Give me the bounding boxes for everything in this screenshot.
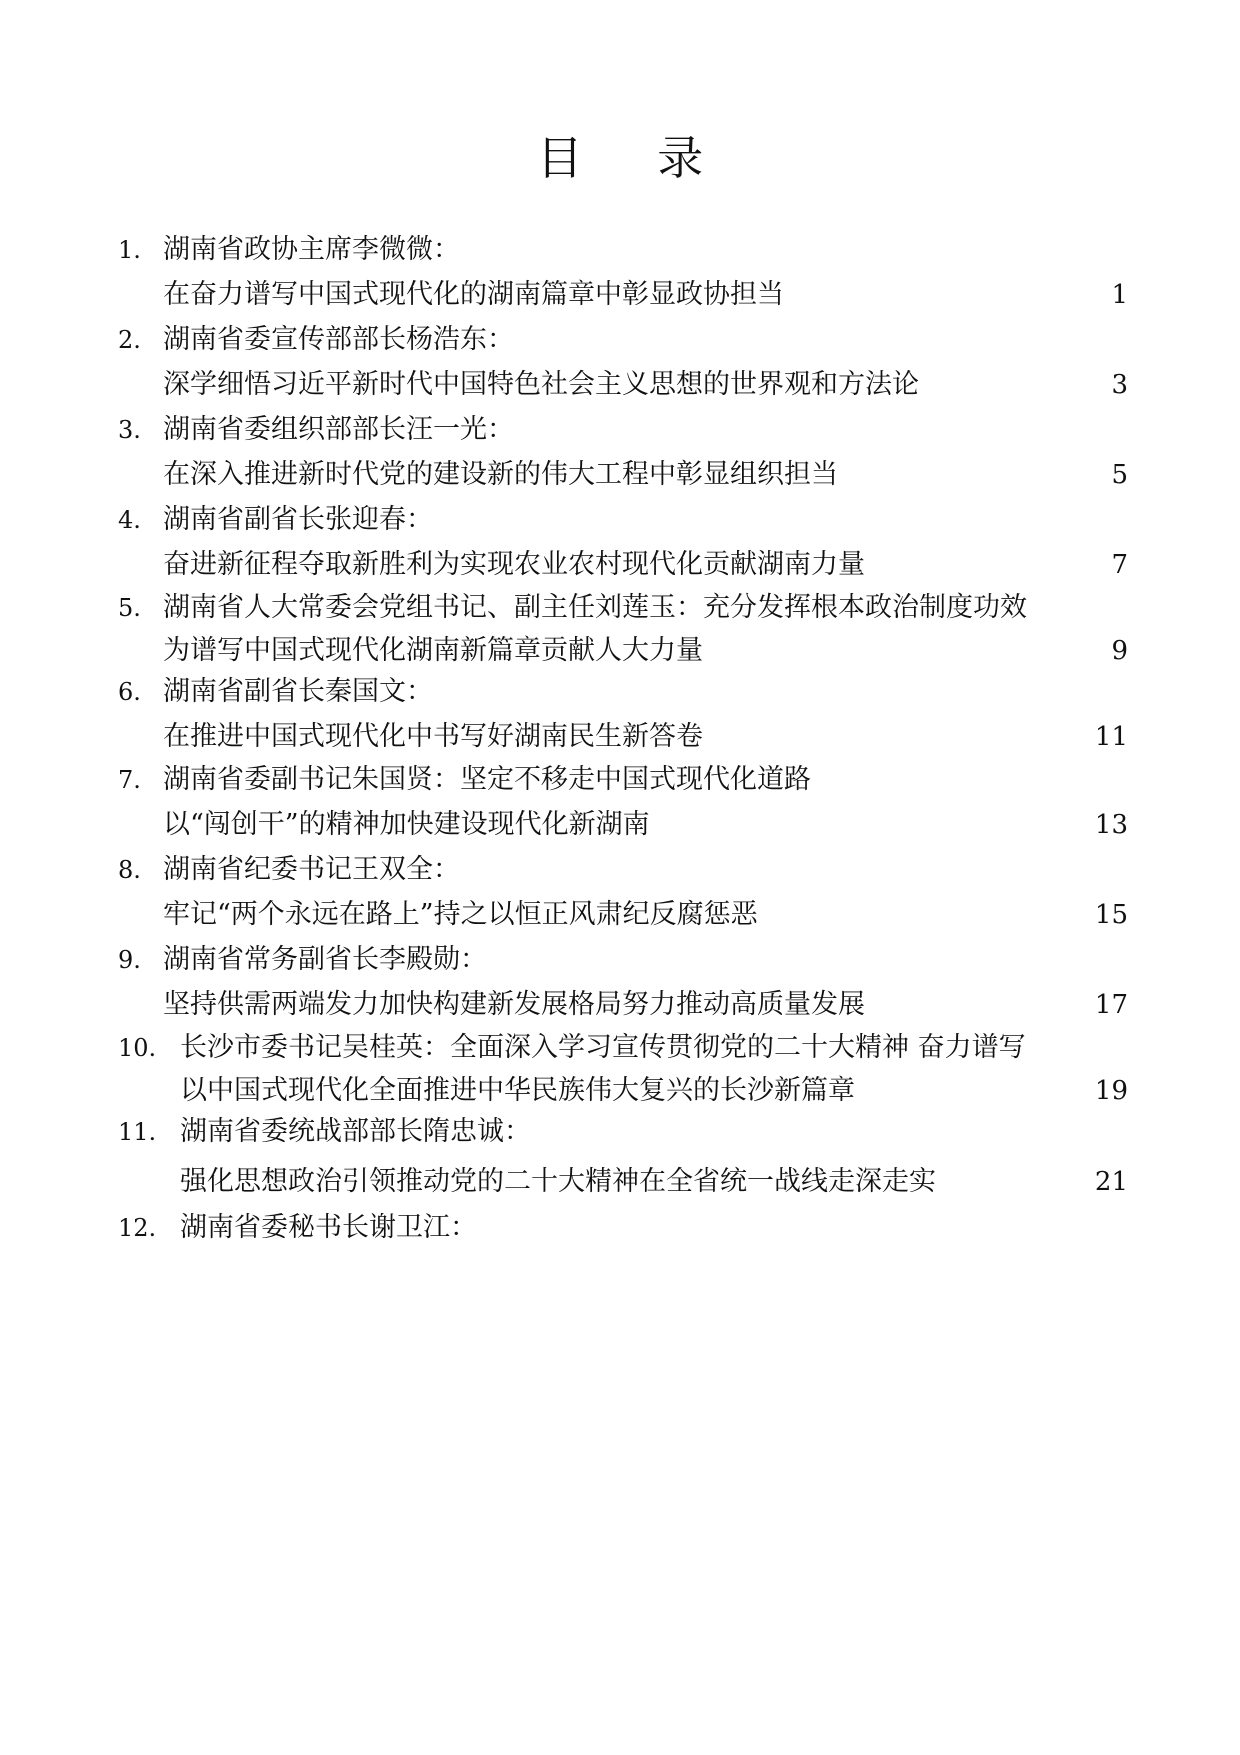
entry-title: 为谱写中国式现代化湖南新篇章贡献人大力量 <box>163 635 703 666</box>
entry-title: 在奋力谱写中国式现代化的湖南篇章中彰显政协担当 <box>163 279 784 310</box>
entry-number: 10. <box>118 1034 157 1062</box>
entry-speaker: 湖南省副省长张迎春： <box>163 504 433 535</box>
entry-number: 5. <box>118 594 141 622</box>
entry-number: 7. <box>118 766 141 794</box>
entry-speaker: 湖南省人大常委会党组书记、副主任刘莲玉：充分发挥根本政治制度功效 <box>163 592 1027 623</box>
entry-speaker: 湖南省副省长秦国文： <box>163 676 433 707</box>
entry-speaker: 湖南省常务副省长李殿勋： <box>163 944 487 975</box>
entry-number: 12. <box>118 1214 157 1242</box>
entry-page-number: 3 <box>1111 370 1128 400</box>
entry-speaker: 湖南省委组织部部长汪一光： <box>163 414 514 445</box>
entry-title: 以“闯创干”的精神加快建设现代化新湖南 <box>163 809 650 840</box>
entry-speaker: 湖南省委统战部部长隋忠诚： <box>180 1116 531 1147</box>
entry-page-number: 13 <box>1094 810 1128 840</box>
entry-page-number: 9 <box>1111 636 1128 666</box>
entry-title: 在深入推进新时代党的建设新的伟大工程中彰显组织担当 <box>163 459 838 490</box>
entry-title: 在推进中国式现代化中书写好湖南民生新答卷 <box>163 721 703 752</box>
entry-speaker: 湖南省纪委书记王双全： <box>163 854 460 885</box>
entry-number: 2. <box>118 326 141 354</box>
entry-speaker: 湖南省委宣传部部长杨浩东： <box>163 324 514 355</box>
entry-number: 4. <box>118 506 141 534</box>
entry-page-number: 21 <box>1094 1167 1128 1197</box>
entry-title: 强化思想政治引领推动党的二十大精神在全省统一战线走深走实 <box>180 1166 936 1197</box>
entry-title: 以中国式现代化全面推进中华民族伟大复兴的长沙新篇章 <box>180 1075 855 1106</box>
entry-page-number: 7 <box>1111 550 1128 580</box>
entry-number: 9. <box>118 946 141 974</box>
entry-page-number: 17 <box>1094 990 1128 1020</box>
entry-speaker: 长沙市委书记吴桂英：全面深入学习宣传贯彻党的二十大精神 奋力谱写 <box>180 1032 1026 1063</box>
entry-number: 1. <box>118 236 141 264</box>
page-title: 目 录 <box>536 131 734 185</box>
entry-page-number: 19 <box>1094 1076 1128 1106</box>
entry-speaker: 湖南省委秘书长谢卫江： <box>180 1212 477 1243</box>
entry-page-number: 5 <box>1111 460 1128 490</box>
entry-number: 11. <box>118 1118 157 1146</box>
entry-page-number: 11 <box>1094 722 1128 752</box>
entry-number: 3. <box>118 416 141 444</box>
entry-page-number: 1 <box>1111 280 1128 310</box>
entry-page-number: 15 <box>1094 900 1128 930</box>
entry-number: 6. <box>118 678 141 706</box>
entry-speaker: 湖南省政协主席李微微： <box>163 234 460 265</box>
entry-title: 坚持供需两端发力加快构建新发展格局努力推动高质量发展 <box>163 989 865 1020</box>
entry-title: 奋进新征程夺取新胜利为实现农业农村现代化贡献湖南力量 <box>163 549 865 580</box>
entry-title: 牢记“两个永远在路上”持之以恒正风肃纪反腐惩恶 <box>163 899 758 930</box>
entry-number: 8. <box>118 856 141 884</box>
entry-title: 深学细悟习近平新时代中国特色社会主义思想的世界观和方法论 <box>163 369 919 400</box>
entry-speaker: 湖南省委副书记朱国贤：坚定不移走中国式现代化道路 <box>163 764 811 795</box>
